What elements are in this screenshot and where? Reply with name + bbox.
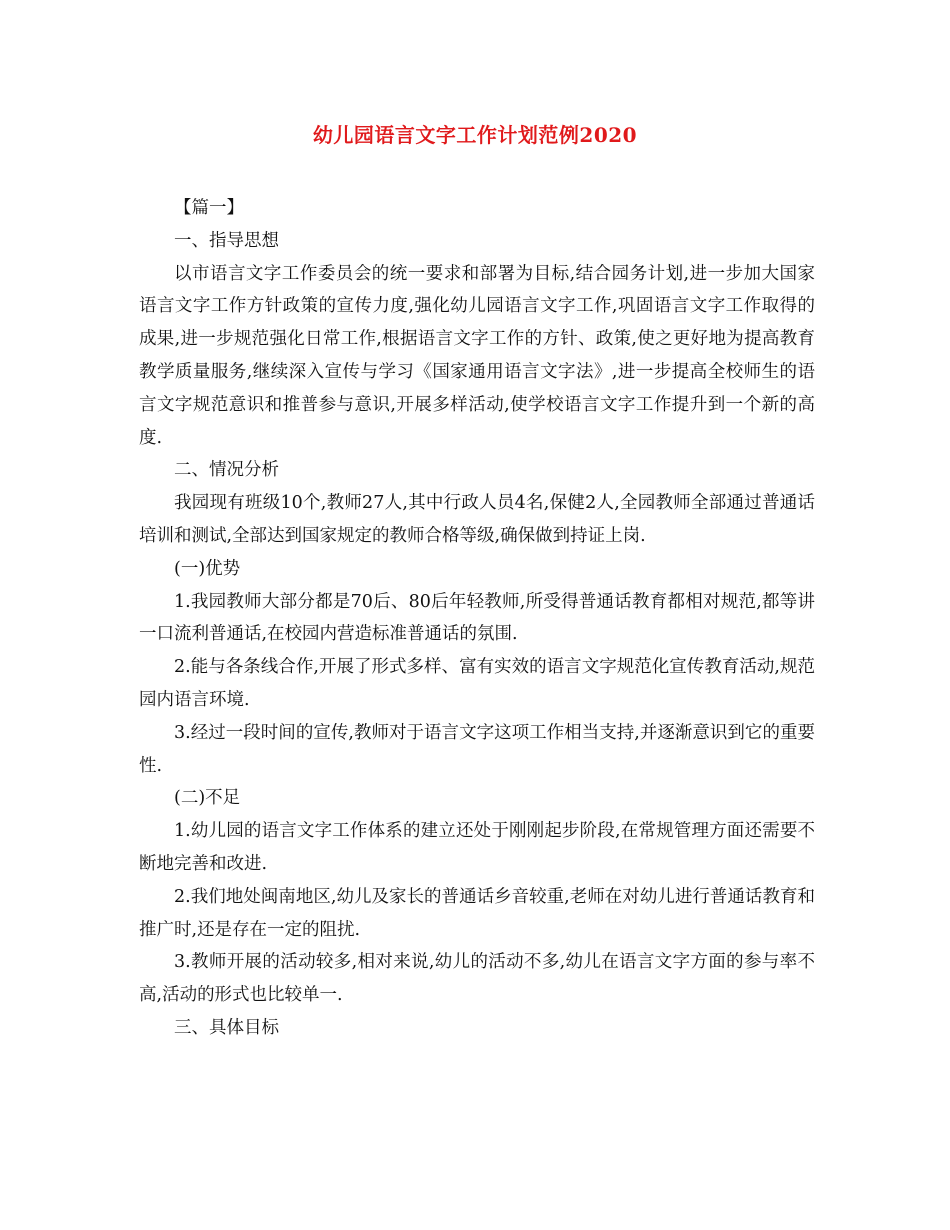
heading-advantages: (一)优势 bbox=[174, 558, 241, 579]
section-marker: 【篇一】 bbox=[174, 198, 244, 218]
heading-shortcomings: (二)不足 bbox=[174, 788, 241, 809]
document-body bbox=[139, 192, 815, 1045]
shortcoming-item-3: 3.教师开展的活动较多,相对来说,幼儿的活动不多,幼儿在语言文字方面的参与率不高,活动的形式也比较单一. bbox=[139, 952, 815, 1006]
advantage-item-1: 1.我园教师大部分都是70后、80后年轻教师,所受得普通话教育都相对规范,都等讲一口流利普通话,在校园内营造标准普通话的氛围. bbox=[139, 591, 815, 645]
paragraph-situation: 我园现有班级10个,教师27人,其中行政人员4名,保健2人,全园教师全部通过普通话培训和测试,全部达到国家规定的教师合格等级,确保做到持证上岗. bbox=[139, 493, 815, 546]
heading-guiding-ideology: 一、指导思想 bbox=[174, 230, 279, 251]
document-title: 幼儿园语言文字工作计划范例2020 bbox=[312, 123, 638, 147]
paragraph-guiding-ideology: 以市语言文字工作委员会的统一要求和部署为目标,结合园务计划,进一步加大国家语言文字工作方针政策的宣传力度,强化幼儿园语言文字工作,巩固语言文字工作取得的成果,进一步规范强化日常工作,根据语言文字工作的方针、政策,使之更好地为提高教育教学质量服务,继续深入宣传与学习《国家通用语言文字法》,进一步提高全校师生的语言文字规范意识和推普参与意识,开展多样活动,使学校语言文字工作提升到一个新的高度. bbox=[139, 263, 815, 448]
shortcoming-item-2: 2.我们地处闽南地区,幼儿及家长的普通话乡音较重,老师在对幼儿进行普通话教育和推广时,还是存在一定的阻扰. bbox=[139, 886, 815, 940]
heading-specific-goals: 三、具体目标 bbox=[174, 1017, 279, 1038]
heading-situation-analysis: 二、情况分析 bbox=[174, 460, 279, 481]
shortcoming-item-1: 1.幼儿园的语言文字工作体系的建立还处于刚刚起步阶段,在常规管理方面还需要不断地完善和改进. bbox=[139, 821, 815, 874]
advantage-item-3: 3.经过一段时间的宣传,教师对于语言文字这项工作相当支持,并逐渐意识到它的重要性. bbox=[139, 722, 815, 776]
advantage-item-2: 2.能与各条线合作,开展了形式多样、富有实效的语言文字规范化宣传教育活动,规范园内语言环境. bbox=[139, 657, 815, 710]
